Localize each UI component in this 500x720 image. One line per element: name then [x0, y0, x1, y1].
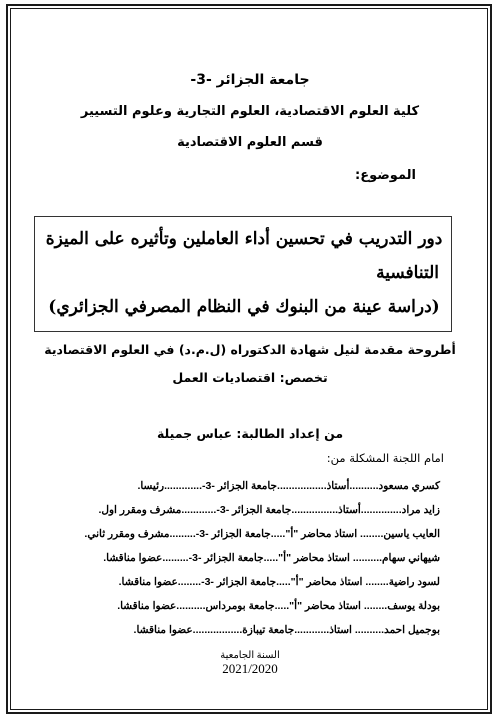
committee-member-5: لسود راضية........ استاذ محاضر "أ".....جامعة الجزائر -3-........عضوا مناقشا.	[118, 576, 440, 588]
academic-year-label: السنة الجامعية	[220, 650, 280, 661]
committee-title: امام اللجنة المشكلة من:	[326, 451, 444, 465]
committee-member-3: العايب ياسين........ استاذ محاضر "أ".....جامعة الجزائر -3-.........مشرف ومقرر ثاني.	[84, 528, 440, 540]
thesis-description: أطروحة مقدمة لنيل شهادة الدكتوراه (ل.م.د) في العلوم الاقتصادية	[44, 342, 456, 357]
thesis-title-box	[34, 216, 452, 332]
faculty-name: كلية العلوم الاقتصادية، العلوم التجارية وعلوم التسيير	[80, 104, 420, 119]
committee-member-6: بودلة يوسف........ استاذ محاضر "أ".....جامعة بومرداس..........عضوا مناقشا.	[117, 600, 440, 612]
academic-year-value: 2021/2020	[222, 661, 278, 676]
title-line-1: دور التدريب في تحسين أداء العاملين وتأثيره على الميزة	[45, 229, 443, 249]
subject-label: الموضوع:	[355, 168, 416, 183]
committee-member-4: شيهاني سهام.......... استاذ محاضر "أ".....جامعة الجزائر -3-.........عضوا مناقشا.	[103, 552, 440, 564]
title-line-3: (دراسة عينة من البنوك في النظام المصرفي الجزائري)	[48, 297, 440, 317]
committee-member-1: كسري مسعود..........أستاذ.................جامعة الجزائر -3-.............رئيسا.	[137, 480, 440, 492]
department-name: قسم العلوم الاقتصادية	[177, 135, 323, 150]
university-name: جامعة الجزائر -3-	[190, 72, 310, 88]
committee-member-7: بوجميل احمد.......... استاذ............جامعة تيبازة.................عضوا مناقشا.	[133, 624, 440, 636]
student-name: من إعداد الطالبة: عباس جميلة	[156, 426, 344, 441]
thesis-specialty: تخصص: اقتصاديات العمل	[172, 370, 328, 385]
committee-member-2: زايد مراد..............أستاذ................جامعة الجزائر -3-............مشرف ومقرر اول.	[98, 504, 440, 516]
title-line-2: التنافسية	[376, 263, 439, 283]
academic-year	[0, 650, 500, 677]
